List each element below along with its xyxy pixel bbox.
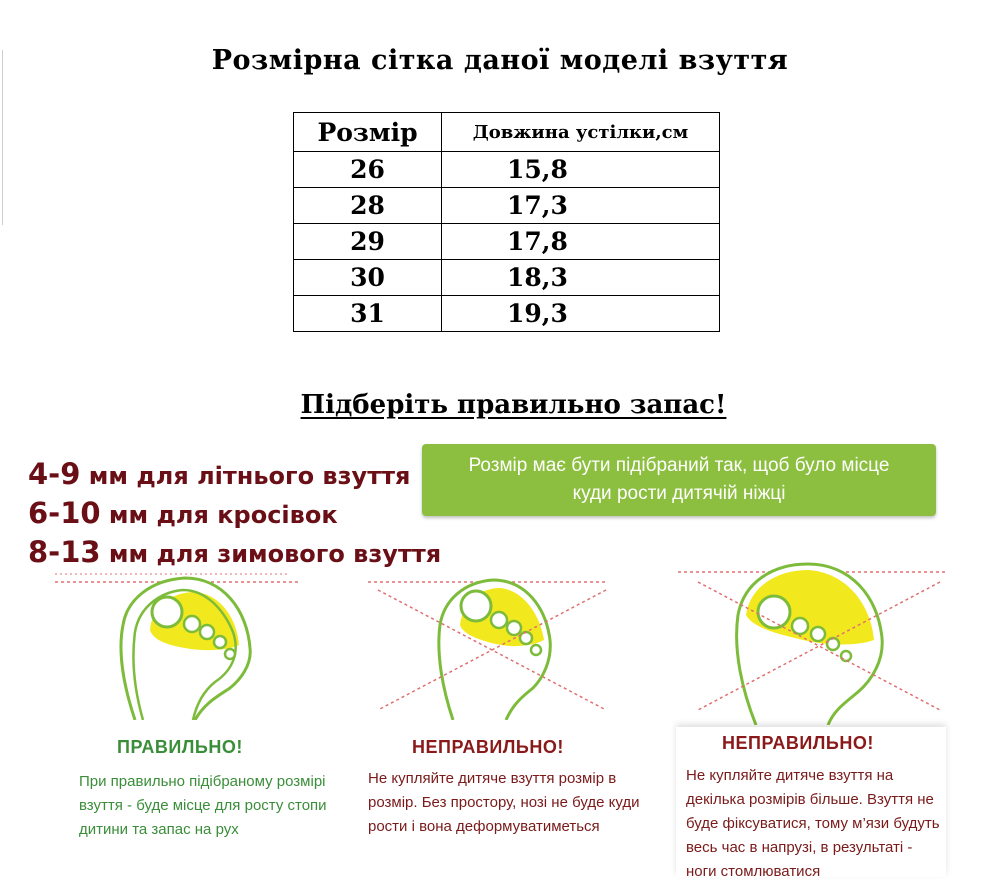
header-size: Розмір — [294, 113, 442, 152]
size-cell: 30 — [294, 260, 442, 296]
table-row — [294, 296, 720, 332]
toe — [841, 651, 851, 661]
table-row — [294, 260, 720, 296]
header-insole-length: Довжина устілки,см — [442, 113, 720, 152]
banner-line-1: Розмір має бути підібраний так, щоб було місце — [468, 455, 890, 476]
reserve-sneakers — [28, 495, 441, 534]
page-title: Розмірна сітка даної моделі взуття — [211, 45, 789, 76]
toe — [184, 616, 200, 632]
length-cell: 17,3 — [442, 188, 720, 224]
banner-line-2: куди рости дитячій ніжці — [572, 483, 786, 504]
reserve-range: 4-9 — [28, 457, 81, 491]
foot-correct-illustration — [55, 570, 305, 720]
verdict-correct: ПРАВИЛЬНО! — [117, 737, 243, 757]
length-cell: 15,8 — [442, 152, 720, 188]
length-cell: 17,8 — [442, 224, 720, 260]
table-header-row — [294, 113, 720, 152]
reserve-text: мм для літнього взуття — [80, 462, 411, 490]
size-cell: 26 — [294, 152, 442, 188]
size-cell: 29 — [294, 224, 442, 260]
description-correct: При правильно підібраному розмірі взуття - буде місце для росту стопи дитини та запас на рух — [79, 773, 327, 838]
length-cell: 18,3 — [442, 260, 720, 296]
description-too-tight: Не купляйте дитяче взуття розмір в розмір. Без простору, нозі не буде куди рости і вона деформуватиметься — [368, 770, 640, 835]
toe — [520, 632, 532, 644]
toe — [200, 625, 214, 639]
description-too-large: Не купляйте дитяче взуття на декілька розмірів більше. Взуття не буде фіксуватися, тому м’язи будуть весь час в напрузі, в результаті - ноги стомлюватися — [686, 767, 940, 880]
big-toe — [461, 591, 491, 621]
verdict-too-tight: НЕПРАВИЛЬНО! — [412, 737, 564, 757]
toe — [214, 636, 226, 648]
table-row — [294, 188, 720, 224]
toe — [531, 645, 541, 655]
size-cell: 31 — [294, 296, 442, 332]
toe — [225, 649, 235, 659]
toe — [811, 627, 825, 641]
length-cell: 19,3 — [442, 296, 720, 332]
size-cell: 28 — [294, 188, 442, 224]
growth-room-banner — [422, 444, 936, 516]
big-toe — [152, 597, 182, 627]
reserve-range: 6-10 — [28, 496, 101, 530]
big-toe — [758, 596, 790, 628]
reserve-text: мм для зимового взуття — [100, 540, 442, 568]
toe — [827, 638, 839, 650]
reserve-heading: Підберіть правильно запас! — [300, 390, 727, 420]
toe — [792, 618, 808, 634]
toe — [491, 612, 507, 628]
table-row — [294, 152, 720, 188]
foot-too-large-illustration — [678, 560, 948, 725]
reserve-list — [28, 456, 441, 573]
toe — [507, 621, 521, 635]
reserve-summer — [28, 456, 441, 495]
table-row — [294, 224, 720, 260]
reserve-range: 8-13 — [28, 535, 101, 569]
reserve-text: мм для кросівок — [100, 501, 338, 529]
reserve-winter — [28, 534, 441, 573]
verdict-too-large: НЕПРАВИЛЬНО! — [722, 733, 874, 753]
size-table — [293, 112, 720, 332]
foot-too-tight-illustration — [368, 570, 618, 720]
page-edge-line — [2, 50, 3, 225]
